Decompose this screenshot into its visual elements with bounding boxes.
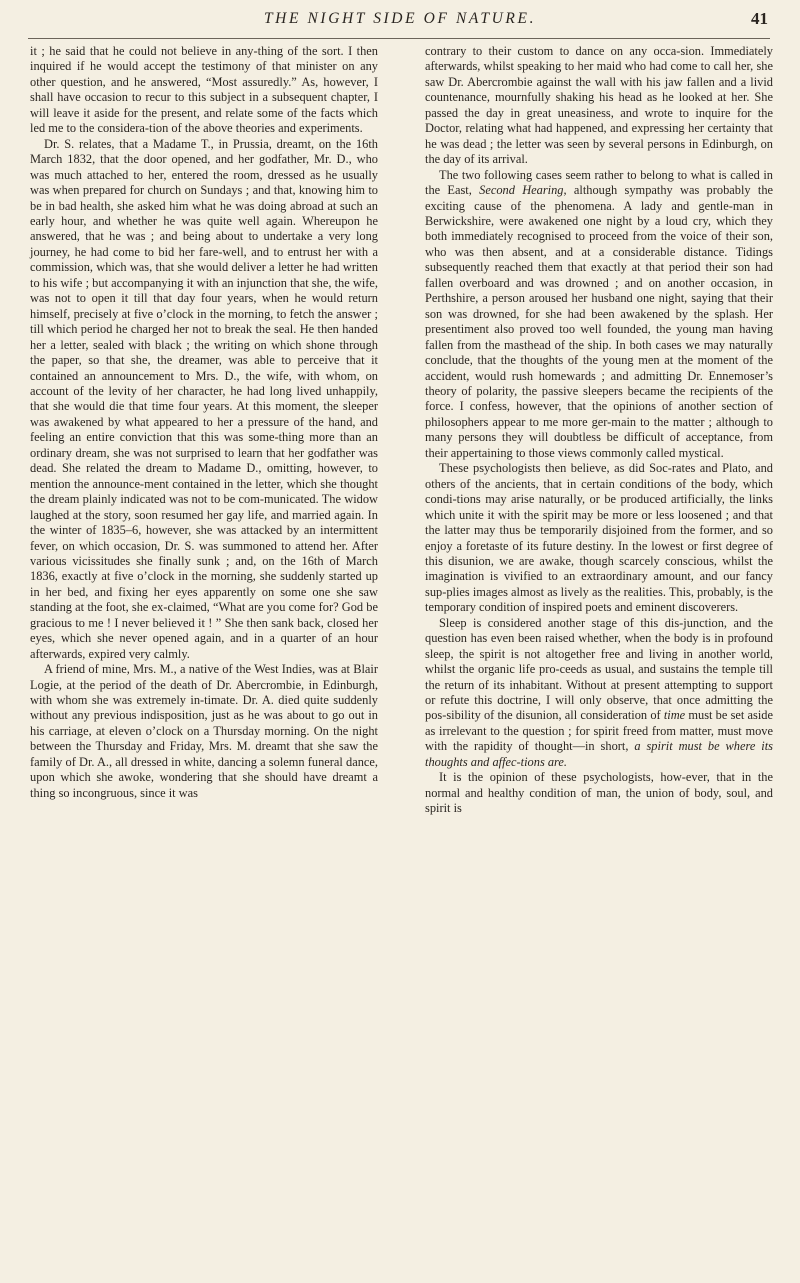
paragraph: [425, 168, 773, 462]
paragraph-text: although sympathy was probably the exciting cause of the phenomena. A lady and gentle-man in Berwickshire, were awakened one night by a loud cry, which they both immediately recognised to proceed from the voice of their son, who was then absent, and at a considerable distance. Tidings subsequently reached them that exactly at that period their son had fallen overboard and was drowned ; and on another occasion, in Perthshire, a person aroused her husband one night, saying that their son was drowned, for she had been awakened by the splash. Her presentiment also proved too well founded, the young man having fallen from the masthead of the ship. In both cases we may naturally conclude, that the thoughts of the young men at the moment of the accident, would rush homewards ; and admitting Dr. Ennemoser’s theory of polarity, the passive sleepers became the recipients of the force. I confess, however, that the opinions of another section of philosophers appear to me more ger-main to the matter ; although to many persons they will doubtless be difficult of acceptance, from their appertaining to those views commonly called mystical.: [425, 183, 774, 460]
paragraph: it ; he said that he could not believe in any-thing of the sort. I then inquired if he would accept the testimony of that minister on any other question, and he answered, “Most assuredly.” As, however, I shall have occasion to recur to this subject in a subsequent chapter, I will leave it aside for the present, and relate some of the facts which led me to the considera-tion of the above theories and experiments.: [30, 44, 378, 136]
paragraph: [425, 616, 773, 771]
page-number: 41: [751, 9, 768, 28]
italic-term: Second Hearing,: [479, 183, 567, 198]
running-title: THE NIGHT SIDE OF NATURE.: [263, 10, 537, 27]
paragraph: It is the opinion of these psychologists, how-ever, that in the normal and healthy condition of man, the union of body, soul, and spirit is: [425, 770, 773, 816]
paragraph-text: must be set aside as irrelevant to the question ; for spirit freed from matter, must move with the rapidity of thought—in short,: [425, 708, 773, 754]
paragraph: A friend of mine, Mrs. M., a native of the West Indies, was at Blair Logie, at the period of the death of Dr. Abercrombie, in Edinburgh, with whom she was extremely in-timate. Dr. A. died quite suddenly without any previous indisposition, just as he was about to go out in his carriage, at eleven o’clock on a Thursday morning. On the night between the Thursday and Friday, Mrs. M. dreamt that she saw the family of Dr. A., all dressed in white, dancing a solemn funeral dance, upon which she awoke, wondering that she should have dreamt a thing so incongruous, since it was: [30, 662, 378, 800]
italic-term: time: [663, 708, 686, 723]
paragraph: contrary to their custom to dance on any occa-sion. Immediately afterwards, whilst speaking to her maid who had come to call her, she saw Dr. Abercrombie against the wall with his jaw fallen and a livid countenance, mournfully shaking his head as he looked at her. She passed the day in great uneasiness, and wrote to inquire for the Doctor, relating what had happened, and expressing her certainty that he was dead ; the letter was seen by several persons in Edinburgh, on the day of its arrival.: [425, 44, 773, 167]
paragraph-text: Sleep is considered another stage of this dis-junction, and the question has even been raised whether, when the body is in profound sleep, the spirit is not altogether free and living in another world, whilst the organic life pro-ceeds as usual, and sustains the temple till the return of its inhabitant. Without at present attempting to support or refute this doctrine, I will only observe, that once admitting the pos-sibility of the disunion, all consideration of: [425, 615, 773, 723]
paragraph: Dr. S. relates, that a Madame T., in Prussia, dreamt, on the 16th March 1832, that the door opened, and her godfather, Mr. D., who was much attached to her, entered the room, dressed as he usually was when prepared for church on Sundays ; and that, knowing him to be in bad health, she asked him what he was doing abroad at such an early hour, and whether he was quite well again. Whereupon he answered, that he was ; and being about to undertake a very long journey, he had come to bid her fare-well, and to entrust her with a commission, which was, that she would deliver a letter he had written to his wife ; but accompanying it with an injunction that she, the wife, was not to open it till that day four years, when he would return himself, precisely at five o’clock in the morning, to fetch the answer ; till which period he charged her not to break the seal. He then handed her a letter, sealed with black ; the writing on which shone through the paper, so that she, the dreamer, was able to perceive that it contained an announcement to Mrs. D., the wife, with whom, on account of the levity of her character, he had long lived unhappily, that she would die that time four years. At this moment, the sleeper was awakened by what appeared to her a pressure of the hand, and feeling an entire conviction that this was some-thing more than an ordinary dream, she was not surprised to learn that her godfather was dead. She related the dream to Madame D., omitting, however, to mention the announce-ment contained in the letter, which she thought the dream plainly indicated was not to be com-municated. The widow laughed at the story, soon resumed her gay life, and married again. In the winter of 1835–6, however, she was attacked by an intermittent fever, on which occasion, Dr. S. was summoned to attend her. After various vicissitudes she finally sunk ; and, on the 16th of March 1836, exactly at five o’clock in the morning, she suddenly started up in her bed, and fixing her eyes apparently on some one she saw standing at the foot, she ex-claimed, “What are you come for? God be gracious to me ! I never believed it ! ” She then sank back, closed her eyes, which she never opened again, and in a quarter of an hour afterwards, expired very calmly.: [30, 136, 378, 661]
paragraph-text: The two following cases seem rather to belong to what is called in the East,: [425, 167, 773, 198]
paragraph: These psychologists then believe, as did Soc-rates and Plato, and others of the ancients, that in certain conditions of the body, which condi-tions may arise naturally, or be produced artificially, the links which unite it with the spirit may be more or less loosened ; and that the latter may thus be temporarily disjoined from the former, and so enjoy a foretaste of its future destiny. In the lowest or first degree of this disunion, we are awake, though scarcely conscious, whilst the imagination is vivified to an extraordinary amount, and our fancy sup-plies images almost as lively as the realities. This, probably, is the temporary condition of inspired poets and eminent discoverers.: [425, 461, 773, 615]
page-header: [30, 6, 770, 32]
left-column: [30, 44, 378, 801]
italic-quote: a spirit must be where its thoughts and affec-tions are.: [425, 739, 773, 769]
right-column: [425, 44, 773, 817]
header-rule: [28, 38, 770, 39]
